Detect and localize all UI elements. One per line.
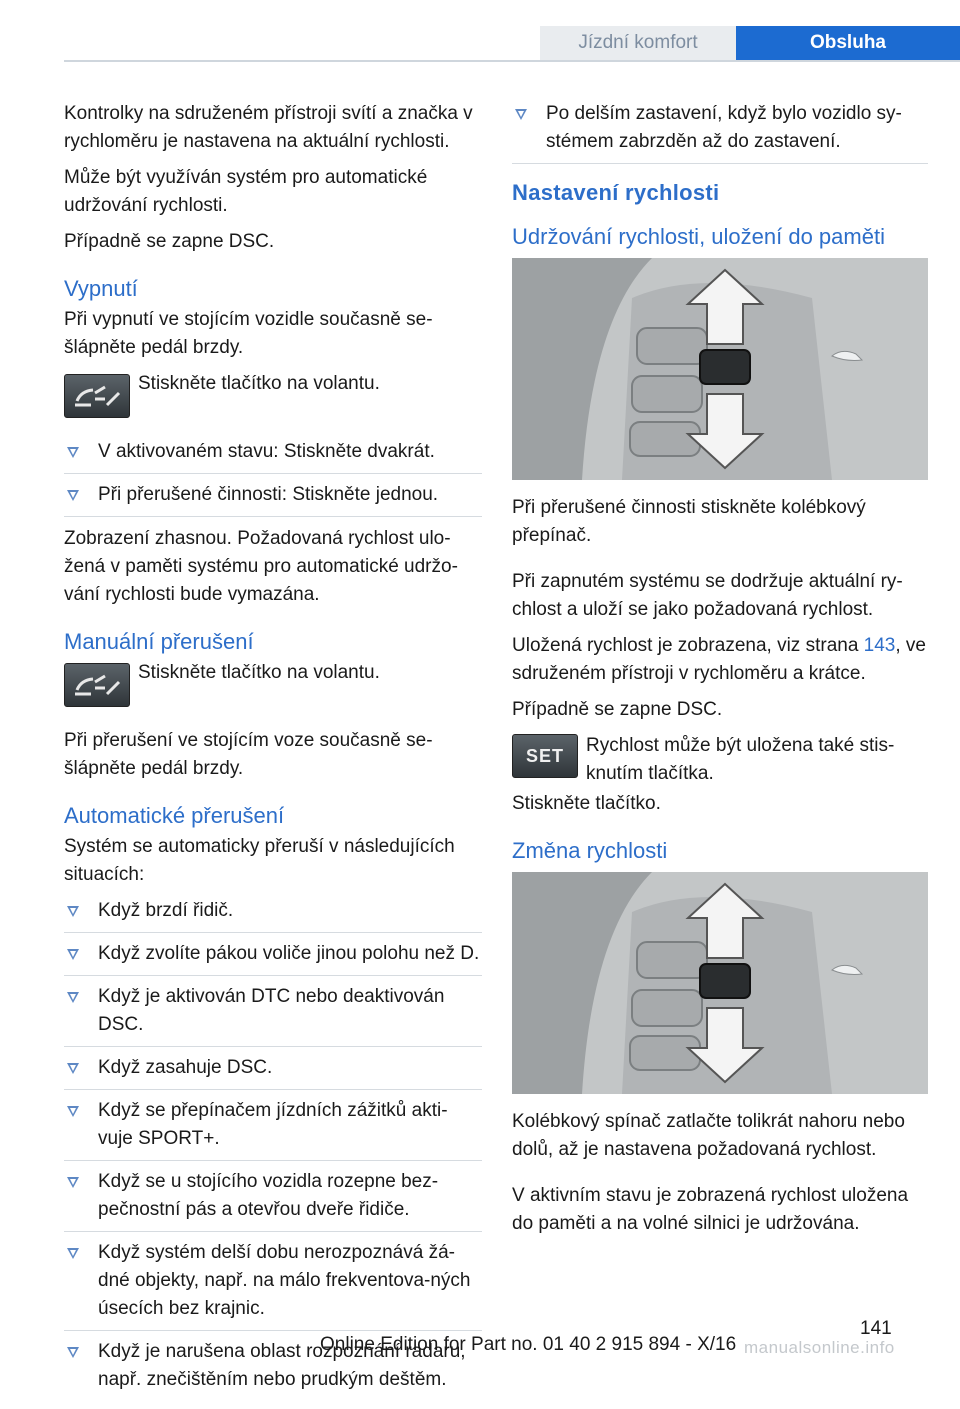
bullet-triangle-icon [67, 1347, 79, 1358]
vypnuti-after-text: Zobrazení zhasnou. Požadovaná rychlost ulo‐žená v paměti systému pro automatické udržo‐vání rychlosti bude vymazána. [64, 528, 458, 605]
list-item: Když je narušena oblast rozpoznání radaru, např. znečištěním nebo prudkým deštěm. [64, 1338, 482, 1401]
left-column [64, 100, 482, 1409]
right-column [512, 100, 928, 1246]
bullet-triangle-icon [67, 1177, 79, 1188]
heading-store-speed: Udržování rychlosti, uložení do paměti [512, 224, 885, 249]
watermark: manualsonline.info [744, 1338, 895, 1357]
set-button-icon: SET [512, 734, 578, 778]
list-item: Když je aktivován DTC nebo deaktivován DSC. [64, 983, 482, 1047]
list-item: Když zasahuje DSC. [64, 1054, 482, 1090]
bullet-triangle-icon [67, 447, 79, 458]
list-item: Po delším zastavení, když bylo vozidlo sy‐stémem zabrzděn až do zastavení. [512, 100, 928, 164]
auto-list-continued [512, 100, 928, 164]
store-text-1: Při přerušené činnosti stiskněte kolébkový přepínač. [512, 497, 866, 546]
manual-text: Při přerušení ve stojícím voze současně se‐šlápněte pedál brzdy. [64, 730, 433, 779]
bullet-triangle-icon [67, 1106, 79, 1117]
header-rule [64, 60, 960, 62]
vypnuti-text: Při vypnutí ve stojícím vozidle současně se‐šlápněte pedál brzdy. [64, 309, 433, 358]
set-icon-text: Rychlost může být uložena také stis‐knutím tlačítka. [586, 735, 895, 784]
store-text-5: Stiskněte tlačítko. [512, 793, 661, 814]
intro-paragraph-1: Kontrolky na sdruženém přístroji svítí a značka v rychloměru je nastavena na aktuální rychlosti. [64, 103, 473, 152]
list-item: Když se u stojícího vozidla rozepne bez‐pečnostní pás a otevřou dveře řidiče. [64, 1168, 482, 1232]
manual-icon-text: Stiskněte tlačítko na volantu. [138, 662, 380, 683]
set-icon-row [512, 732, 928, 788]
page-number: 141 [860, 1318, 892, 1339]
list-item: V aktivovaném stavu: Stiskněte dvakrát. [64, 438, 482, 474]
list-item: Při přerušené činnosti: Stiskněte jednou. [64, 481, 482, 517]
list-item: Když zvolíte pákou voliče jinou polohu než D. [64, 940, 482, 976]
bullet-triangle-icon [67, 490, 79, 501]
auto-text: Systém se automaticky přeruší v následujících situacích: [64, 836, 455, 885]
list-item: Když se přepínačem jízdních zážitků akti‐vuje SPORT+. [64, 1097, 482, 1161]
heading-speed-change: Změna rychlosti [512, 838, 668, 863]
cruise-control-icon [64, 663, 130, 707]
vypnuti-icon-row [64, 370, 482, 428]
intro-paragraph-3: Případně se zapne DSC. [64, 231, 275, 252]
steering-wheel-rocker-photo-2 [512, 872, 928, 1094]
header-section-tab[interactable]: Jízdní komfort [540, 26, 736, 60]
bullet-triangle-icon [67, 1063, 79, 1074]
heading-automatic-interruption: Automatické přerušení [64, 803, 285, 828]
vypnuti-list [64, 438, 482, 517]
change-text-1: Kolébkový spínač zatlačte tolikrát nahoru nebo dolů, až je nastavena požadovaná rychlost. [512, 1111, 905, 1160]
footer-edition: Online Edition for Part no. 01 40 2 915 894 - X/16 [320, 1334, 737, 1355]
page-reference-link[interactable]: 143 [863, 635, 896, 656]
store-text-3: Uložená rychlost je zobrazena, viz strana 143, ve sdruženém přístroji v rychloměru a krátce. [512, 635, 926, 684]
header-chapter-tab[interactable]: Obsluha [736, 26, 960, 60]
vypnuti-icon-text: Stiskněte tlačítko na volantu. [138, 373, 380, 394]
steering-wheel-rocker-photo [512, 258, 928, 480]
heading-vypnuti: Vypnutí [64, 276, 138, 301]
heading-speed-setting: Nastavení rychlosti [512, 180, 720, 205]
cruise-control-icon [64, 374, 130, 418]
intro-paragraph-2: Může být využíván systém pro automatické udržování rychlosti. [64, 167, 428, 216]
bullet-triangle-icon [67, 949, 79, 960]
bullet-triangle-icon [67, 906, 79, 917]
store-text-2: Při zapnutém systému se dodržuje aktuální ry‐chlost a uloží se jako požadovaná rychlost. [512, 571, 903, 620]
heading-manual-interruption: Manuální přerušení [64, 629, 254, 654]
list-item: Když systém delší dobu nerozpoznává žá‐dné objekty, např. na málo frekventova‐ných úsecích bez krajnic. [64, 1239, 482, 1331]
bullet-triangle-icon [515, 109, 527, 120]
bullet-triangle-icon [67, 992, 79, 1003]
list-item: Když brzdí řidič. [64, 897, 482, 933]
manual-icon-row [64, 659, 482, 717]
bullet-triangle-icon [67, 1248, 79, 1259]
change-text-2: V aktivním stavu je zobrazená rychlost uložena do paměti a na volné silnici je udržována. [512, 1185, 909, 1234]
store-text-4: Případně se zapne DSC. [512, 699, 723, 720]
auto-list [64, 897, 482, 1401]
